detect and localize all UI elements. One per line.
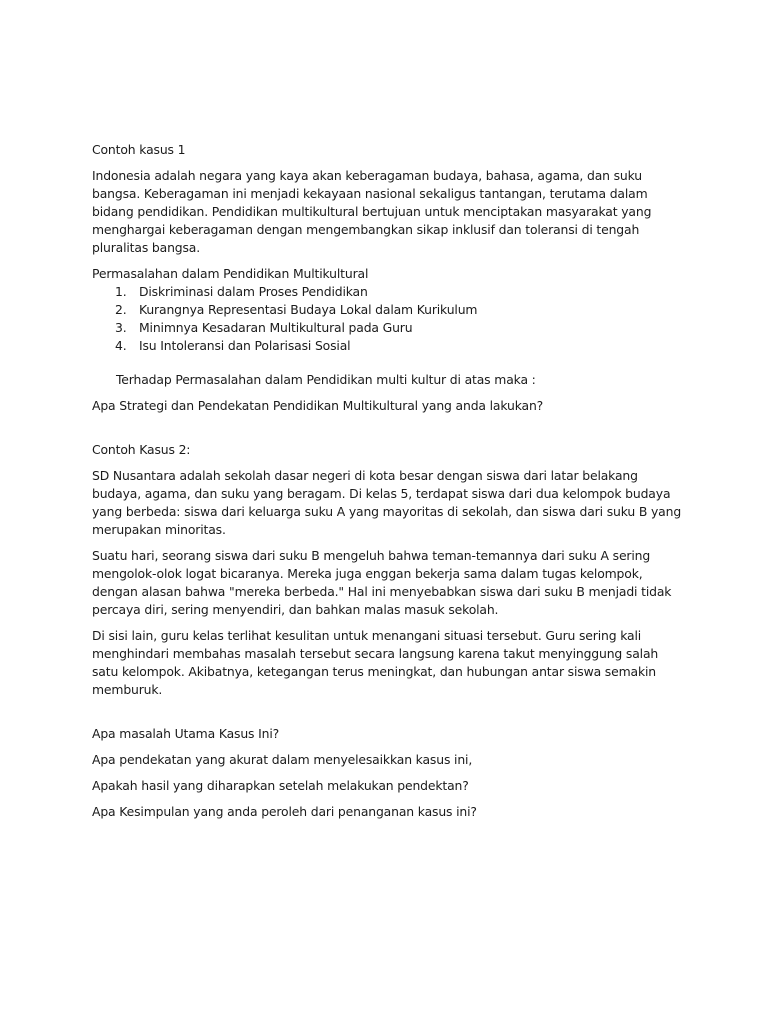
list-number: 4. — [115, 338, 127, 353]
case2-paragraph: Di sisi lain, guru kelas terlihat kesulitan untuk menangani situasi tersebut. Guru sering kali menghindari membahas masalah tersebut secara langsung karena takut menyinggung salah satu kelompok. Akibatnya, ketegangan terus meningkat, dan hubungan antar siswa semakin memburuk. — [92, 628, 659, 697]
list-item — [92, 319, 682, 337]
case1-intro: Indonesia adalah negara yang kaya akan keberagaman budaya, bahasa, agama, dan suku bangsa. Keberagaman ini menjadi kekayaan nasional sekaligus tantangan, terutama dalam bidang pendidikan. Pendidikan multikultural bertujuan untuk menciptakan masyarakat yang menghargai keberagaman dengan mengembangkan sikap inklusif dan toleransi di tengah pluralitas bangsa. — [92, 168, 652, 255]
list-item — [92, 283, 682, 301]
list-item — [92, 337, 682, 355]
list-item-text: Diskriminasi dalam Proses Pendidikan — [139, 284, 368, 299]
case1-prompt: Terhadap Permasalahan dalam Pendidikan multi kultur di atas maka : — [116, 372, 536, 387]
case2-question: Apakah hasil yang diharapkan setelah melakukan pendektan? — [92, 778, 469, 793]
spacer — [92, 423, 682, 441]
spacer — [92, 707, 682, 725]
case2-paragraph: SD Nusantara adalah sekolah dasar negeri di kota besar dengan siswa dari latar belakang budaya, agama, dan suku yang beragam. Di kelas 5, terdapat siswa dari dua kelompok budaya yang berbeda: siswa dari keluarga suku A yang mayoritas di sekolah, dan siswa dari suku B yang merupakan minoritas. — [92, 468, 682, 537]
case2-question: Apa Kesimpulan yang anda peroleh dari penanganan kasus ini? — [92, 804, 477, 819]
list-number: 3. — [115, 320, 127, 335]
case1-title: Contoh kasus 1 — [92, 142, 186, 157]
case1-issues-heading: Permasalahan dalam Pendidikan Multikultural — [92, 266, 369, 281]
case2-question: Apa pendekatan yang akurat dalam menyelesaikkan kasus ini, — [92, 752, 473, 767]
case1-issues-list — [92, 283, 682, 355]
list-item-text: Kurangnya Representasi Budaya Lokal dalam Kurikulum — [139, 302, 478, 317]
list-item — [92, 301, 682, 319]
case2-title: Contoh Kasus 2: — [92, 442, 191, 457]
list-item-text: Isu Intoleransi dan Polarisasi Sosial — [139, 338, 351, 353]
list-number: 1. — [115, 284, 127, 299]
document-body — [92, 141, 682, 829]
case1-question: Apa Strategi dan Pendekatan Pendidikan Multikultural yang anda lakukan? — [92, 398, 544, 413]
list-number: 2. — [115, 302, 127, 317]
case2-question: Apa masalah Utama Kasus Ini? — [92, 726, 280, 741]
case2-paragraph: Suatu hari, seorang siswa dari suku B mengeluh bahwa teman-temannya dari suku A sering mengolok-olok logat bicaranya. Mereka juga enggan bekerja sama dalam tugas kelompok, dengan alasan bahwa "mereka berbeda." Hal ini menyebabkan siswa dari suku B menjadi tidak percaya diri, sering menyendiri, dan bahkan malas masuk sekolah. — [92, 548, 672, 617]
list-item-text: Minimnya Kesadaran Multikultural pada Guru — [139, 320, 413, 335]
